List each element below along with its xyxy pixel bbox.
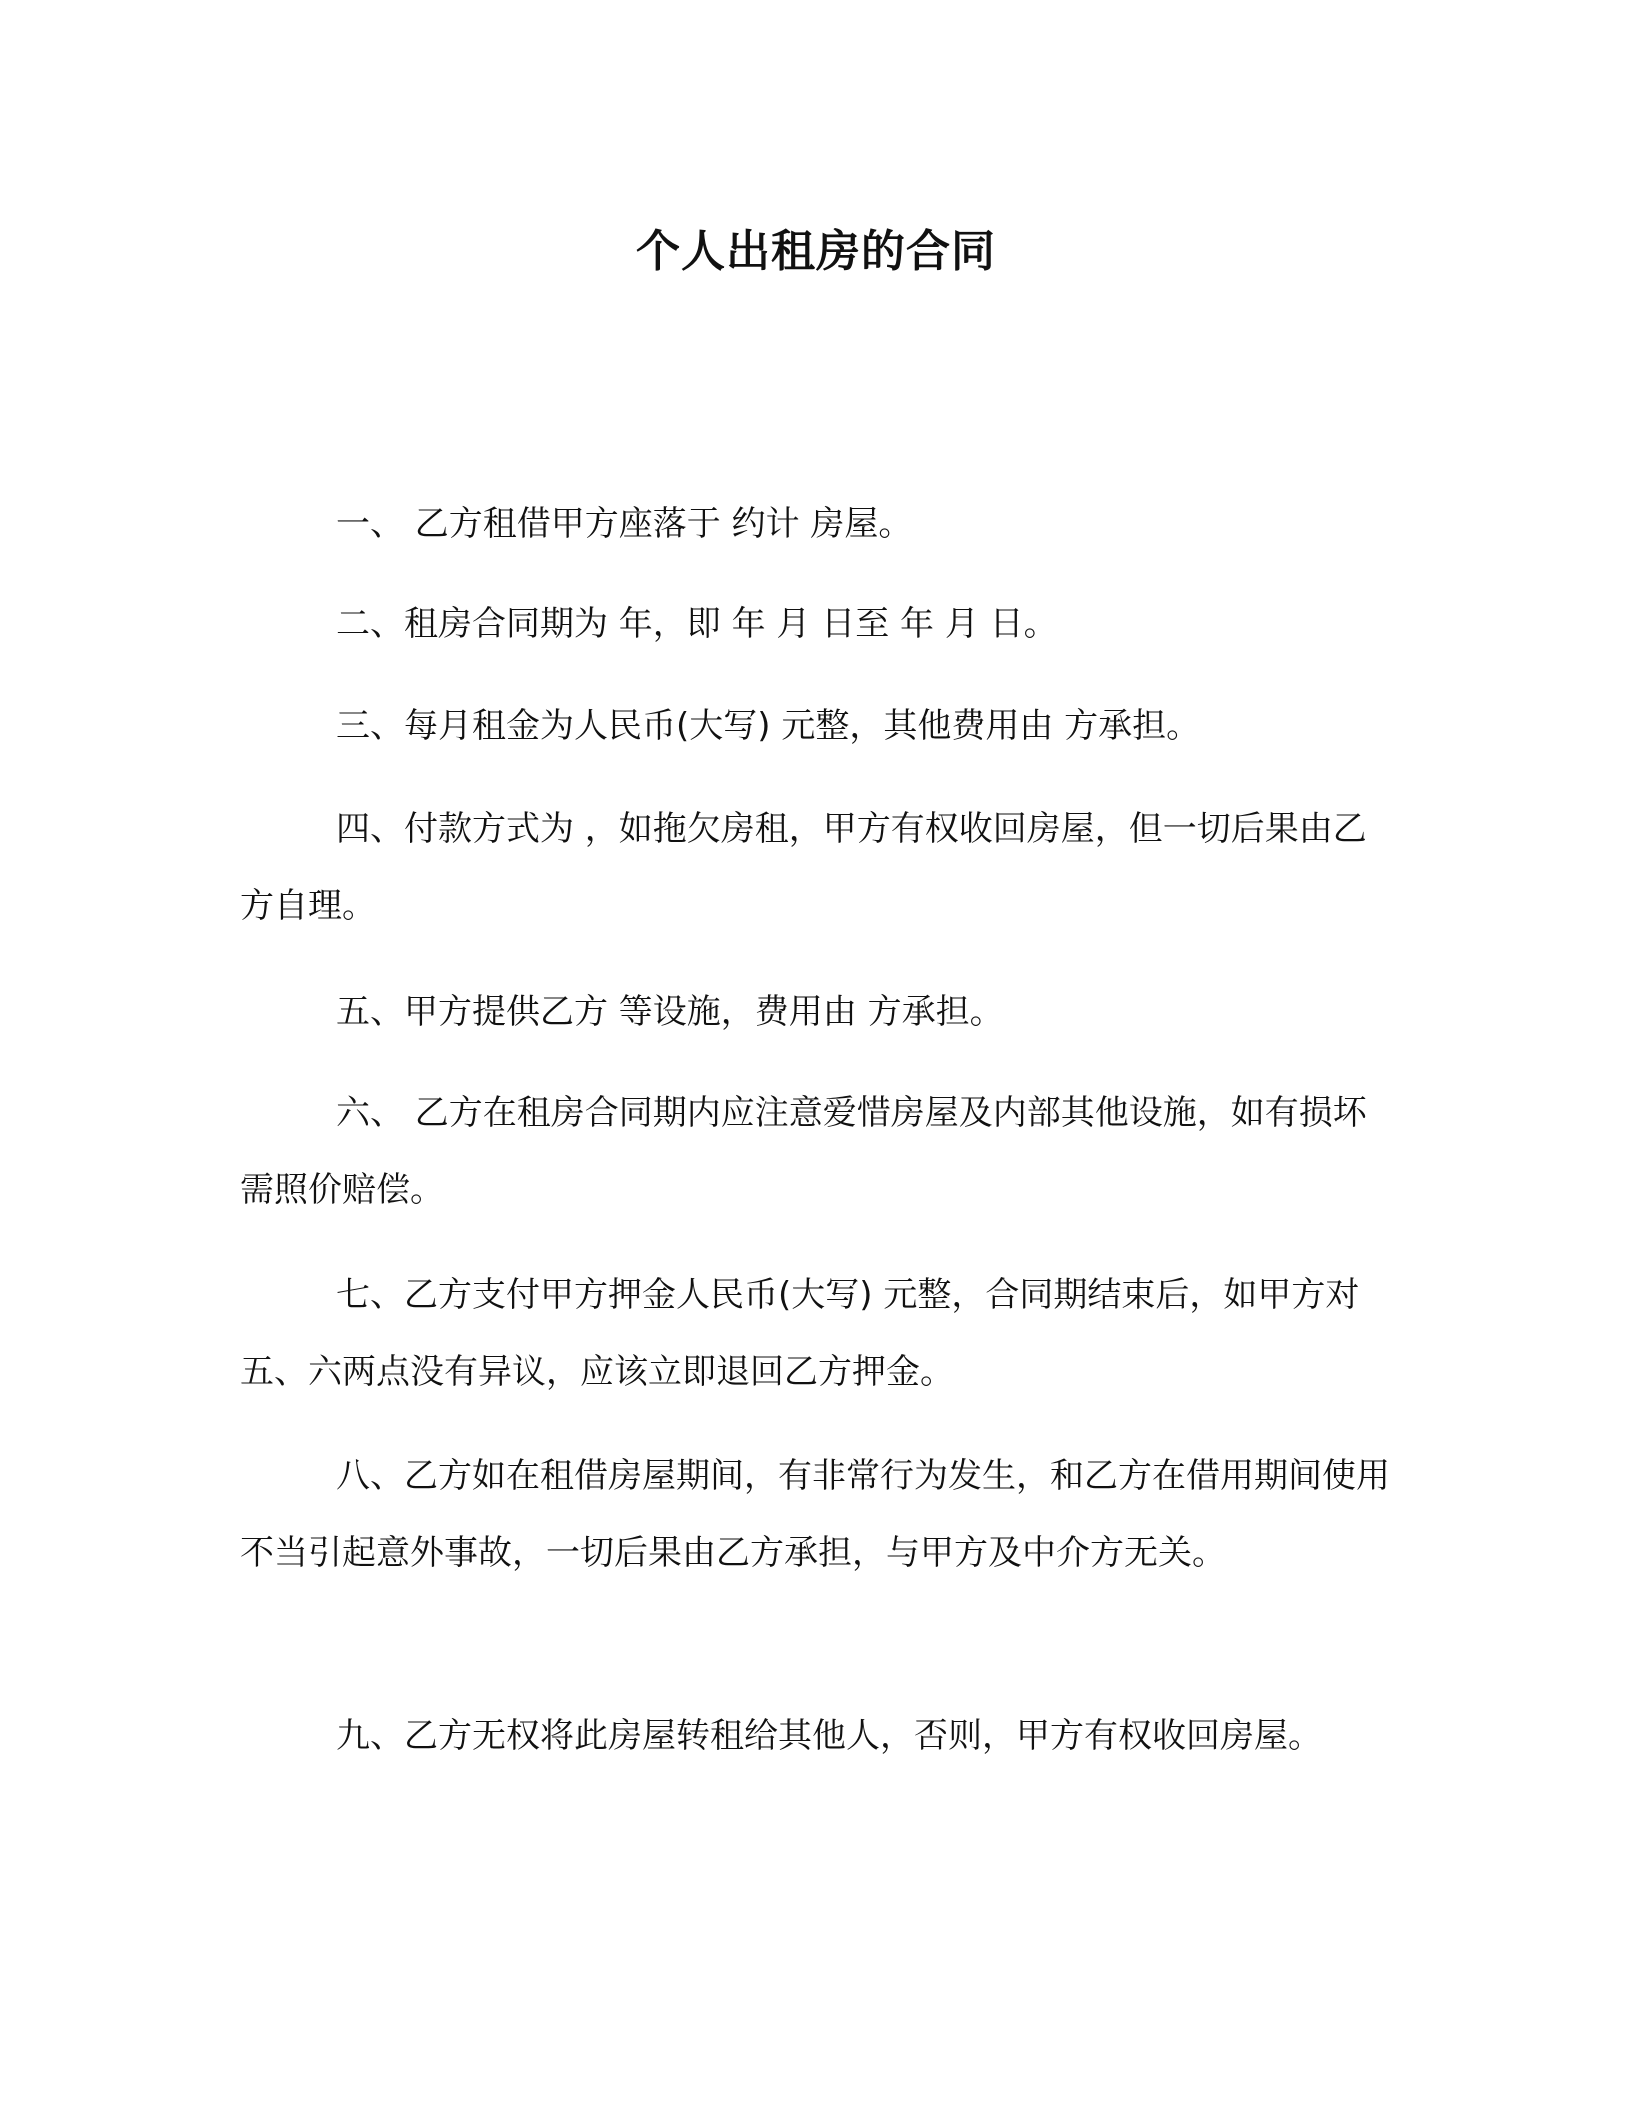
clause-5: 五、甲方提供乙方 等设施，费用由 方承担。 xyxy=(336,992,1004,1032)
clause-7: 七、乙方支付甲方押金人民币(大写) 元整，合同期结束后，如甲方对五、六两点没有异议，应该立即退回乙方押金。 xyxy=(240,1275,1360,1392)
clause-9: 九、乙方无权将此房屋转租给其他人，否则，甲方有权收回房屋。 xyxy=(336,1716,1322,1756)
clause-8: 八、乙方如在租借房屋期间，有非常行为发生，和乙方在借用期间使用不当引起意外事故，一切后果由乙方承担，与甲方及中介方无关。 xyxy=(240,1456,1390,1573)
clause-6: 六、 乙方在租房合同期内应注意爱惜房屋及内部其他设施，如有损坏需照价赔偿。 xyxy=(240,1093,1367,1210)
clause-3: 三、每月租金为人民币(大写) 元整，其他费用由 方承担。 xyxy=(336,706,1201,746)
clause-1: 一、 乙方租借甲方座落于 约计 房屋。 xyxy=(336,504,913,544)
clause-4: 四、付款方式为 ，如拖欠房租，甲方有权收回房屋，但一切后果由乙方自理。 xyxy=(240,809,1367,926)
document-title: 个人出租房的合同 xyxy=(636,226,996,277)
clause-2: 二、租房合同期为 年，即 年 月 日至 年 月 日。 xyxy=(336,604,1058,644)
